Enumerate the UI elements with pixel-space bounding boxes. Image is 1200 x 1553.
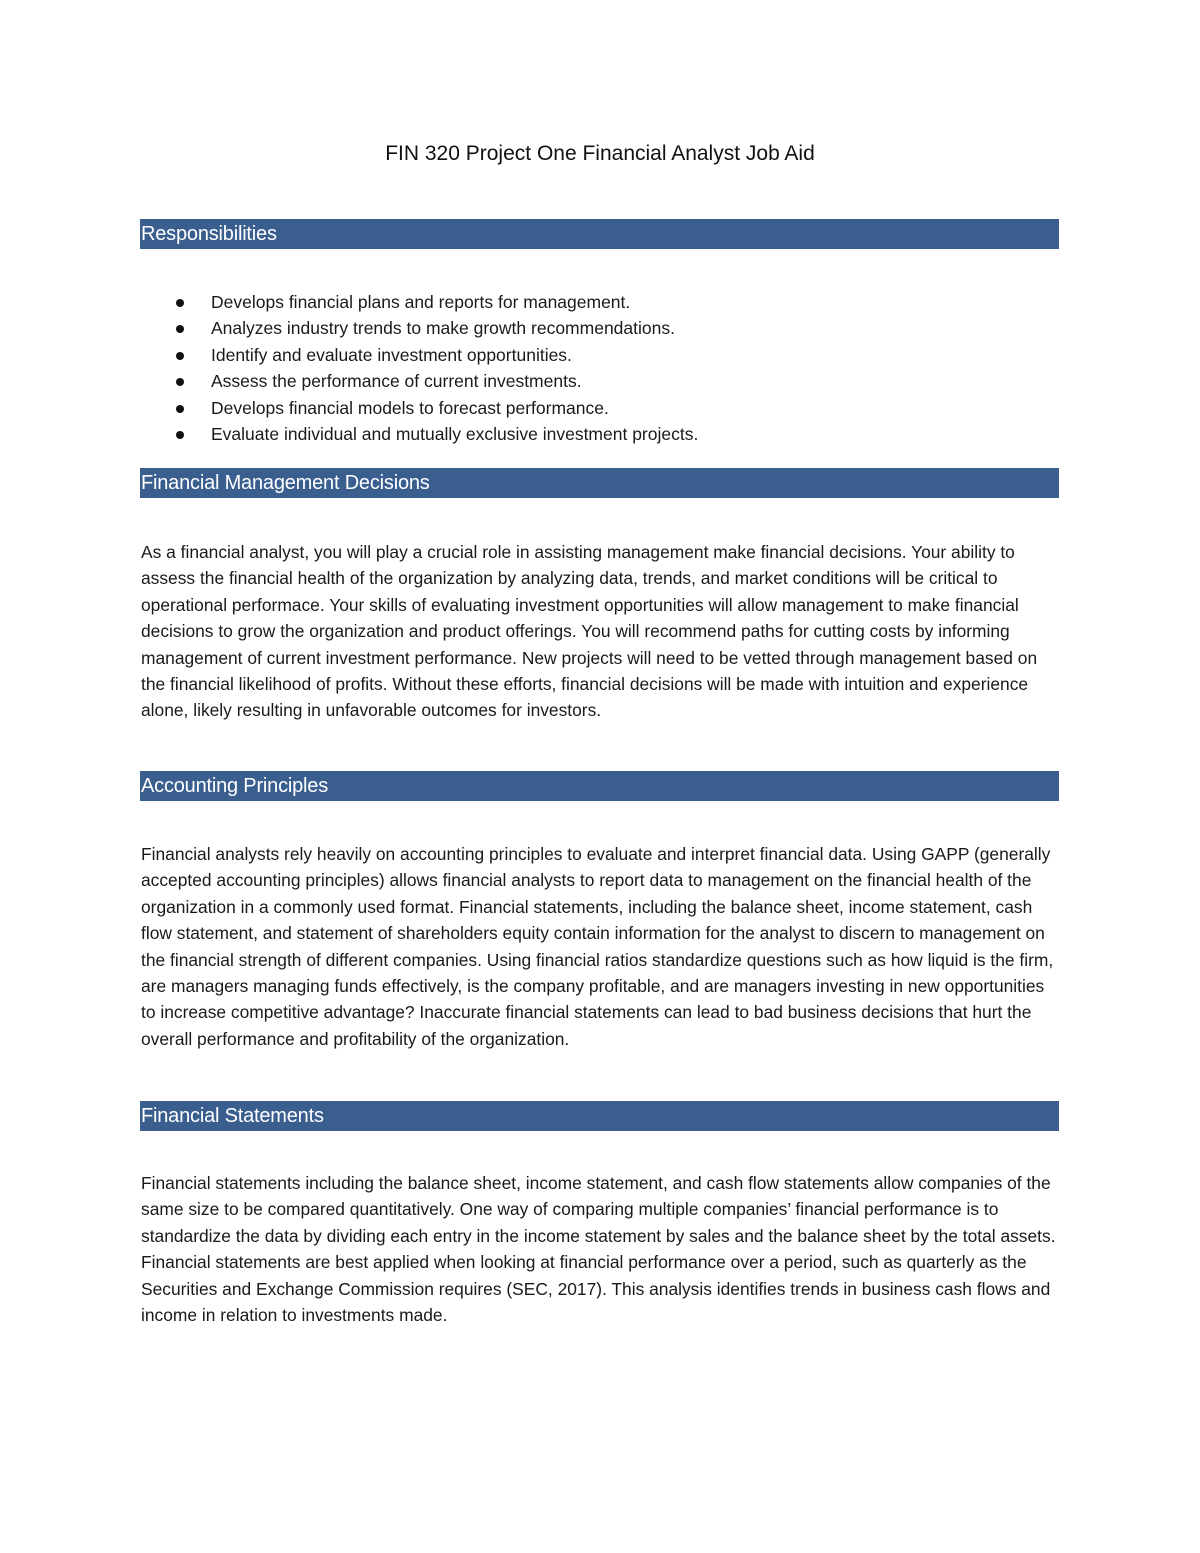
section-heading-responsibilities: Responsibilities — [140, 219, 1059, 249]
list-item — [140, 395, 1059, 421]
bullet-icon — [176, 405, 184, 413]
list-item-text: Develops financial models to forecast performance. — [211, 397, 609, 418]
financial-management-decisions-paragraph: As a financial analyst, you will play a crucial role in assisting management make financial decisions. Your ability to assess the financial health of the organization by analyzing data, trends, and market conditions will be critical to operational performace. Your skills of evaluating investment opportunities will allow management to make financial decisions to grow the organization and product offerings. You will recommend paths for cutting costs by informing management of current investment performance. New projects will need to be vetted through management based on the financial likelihood of profits. Without these efforts, financial decisions will be made with intuition and experience alone, likely resulting in unfavorable outcomes for investors. — [141, 542, 1038, 721]
bullet-icon — [176, 352, 184, 360]
list-item — [140, 421, 1059, 447]
list-item — [140, 289, 1059, 315]
list-item-text: Identify and evaluate investment opportunities. — [211, 344, 572, 365]
list-item-text: Develops financial plans and reports for management. — [211, 292, 631, 312]
bullet-icon — [176, 325, 184, 333]
list-item-text: Analyzes industry trends to make growth recommendations. — [211, 318, 675, 339]
financial-statements-paragraph: Financial statements including the balance sheet, income statement, and cash flow statements allow companies of the same size to be compared quantitatively. One way of comparing multiple companies’ financial performance is to standardize the data by dividing each entry in the income statement by sales and the balance sheet by the total assets. Financial statements are best applied when looking at financial performance over a period, such as quarterly as the Securities and Exchange Commission requires (SEC, 2017). This analysis identifies trends in business cash flows and income in relation to investments made. — [141, 1173, 1056, 1326]
list-item — [140, 368, 1059, 394]
list-item — [140, 315, 1059, 341]
list-item-text: Evaluate individual and mutually exclusive investment projects. — [211, 423, 699, 444]
list-item-text: Assess the performance of current investments. — [211, 371, 582, 392]
bullet-icon — [176, 378, 184, 386]
responsibilities-list — [140, 289, 1059, 447]
bullet-icon — [176, 431, 184, 439]
section-heading-financial-statements: Financial Statements — [140, 1101, 1059, 1131]
document-title: FIN 320 Project One Financial Analyst Job Aid — [385, 142, 815, 165]
accounting-principles-paragraph: Financial analysts rely heavily on accounting principles to evaluate and interpret financial data. Using GAPP (generally accepted accounting principles) allows financial analysts to report data to management on the financial health of the organization in a commonly used format. Financial statements, including the balance sheet, income statement, cash flow statement, and statement of shareholders equity contain information for the analyst to discern to management on the financial strength of different companies. Using financial ratios standardize questions such as how liquid is the firm, are managers managing funds effectively, is the company profitable, and are managers investing in new opportunities to increase competitive advantage? Inaccurate financial statements can lead to bad business decisions that hurt the overall performance and profitability of the organization. — [141, 844, 1054, 1049]
list-item — [140, 342, 1059, 368]
section-heading-accounting-principles: Accounting Principles — [140, 771, 1059, 801]
section-heading-financial-management-decisions: Financial Management Decisions — [140, 468, 1059, 498]
bullet-icon — [176, 299, 184, 307]
